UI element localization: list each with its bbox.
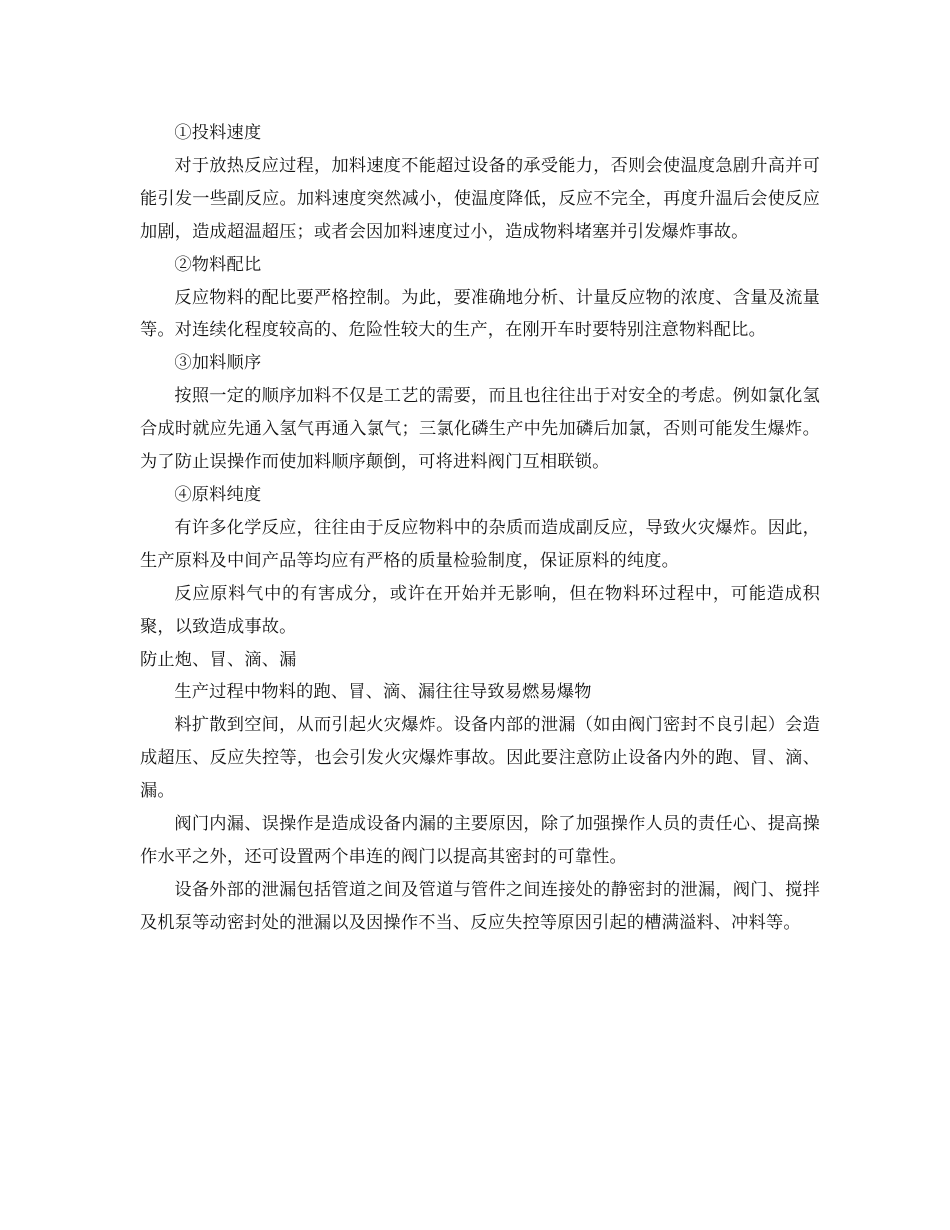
paragraph-feed-order: 按照一定的顺序加料不仅是工艺的需要，而且也往往出于对安全的考虑。例如氯化氢合成时就应先通入氢气再通入氯气；三氯化磷生产中先加磷后加氯，否则可能发生爆炸。为了防止误操作而使加料顺序颠倒，可将进料阀门互相联锁。 [140, 386, 820, 473]
document-page [140, 117, 820, 940]
paragraph-valve-leak: 阀门内漏、误操作是造成设备内漏的主要原因，除了加强操作人员的责任心、提高操作水平之外，还可设置两个串连的阀门以提高其密封的可靠性。 [140, 814, 820, 867]
paragraph-leak-intro: 生产过程中物料的跑、冒、滴、漏往往导致易燃易爆物 [174, 682, 592, 703]
paragraph-feed-rate: 对于放热反应过程，加料速度不能超过设备的承受能力，否则会使温度急剧升高并可能引发一些副反应。加料速度突然减小，使温度降低，反应不完全，再度升温后会使反应加剧，造成超温超压；或者会因加料速度过小，造成物料堵塞并引发爆炸事故。 [140, 155, 820, 242]
paragraph-raw-purity: 有许多化学反应，往往由于反应物料中的杂质而造成副反应，导致火灾爆炸。因此，生产原料及中间产品等均应有严格的质量检验制度，保证原料的纯度。 [140, 517, 820, 571]
subheading-feed-rate: ①投料速度 [174, 123, 262, 143]
paragraph-material-ratio: 反应物料的配比要严格控制。为此，要准确地分析、计量反应物的浓度、含量及流量等。对连续化程度较高的、危险性较大的生产，在刚开车时要特别注意物料配比。 [140, 287, 820, 341]
subheading-raw-purity: ④原料纯度 [174, 484, 262, 505]
paragraph-internal-leak: 料扩散到空间，从而引起火灾爆炸。设备内部的泄漏（如由阀门密封不良引起）会造成超压、反应失控等，也会引发火灾爆炸事故。因此要注意防止设备内外的跑、冒、滴、漏。 [140, 715, 820, 802]
section-heading-leak-prevention: 防止炮、冒、滴、漏 [140, 649, 297, 670]
subheading-material-ratio: ②物料配比 [174, 254, 262, 275]
paragraph-harmful-components: 反应原料气中的有害成分，或许在开始并无影响，但在物料环过程中，可能造成积聚，以致造成事故。 [140, 583, 820, 637]
subheading-feed-order: ③加料顺序 [174, 353, 262, 374]
paragraph-external-leak: 设备外部的泄漏包括管道之间及管道与管件之间连接处的静密封的泄漏，阀门、搅拌及机泵等动密封处的泄漏以及因操作不当、反应失控等原因引起的槽满溢料、冲料等。 [140, 879, 820, 933]
